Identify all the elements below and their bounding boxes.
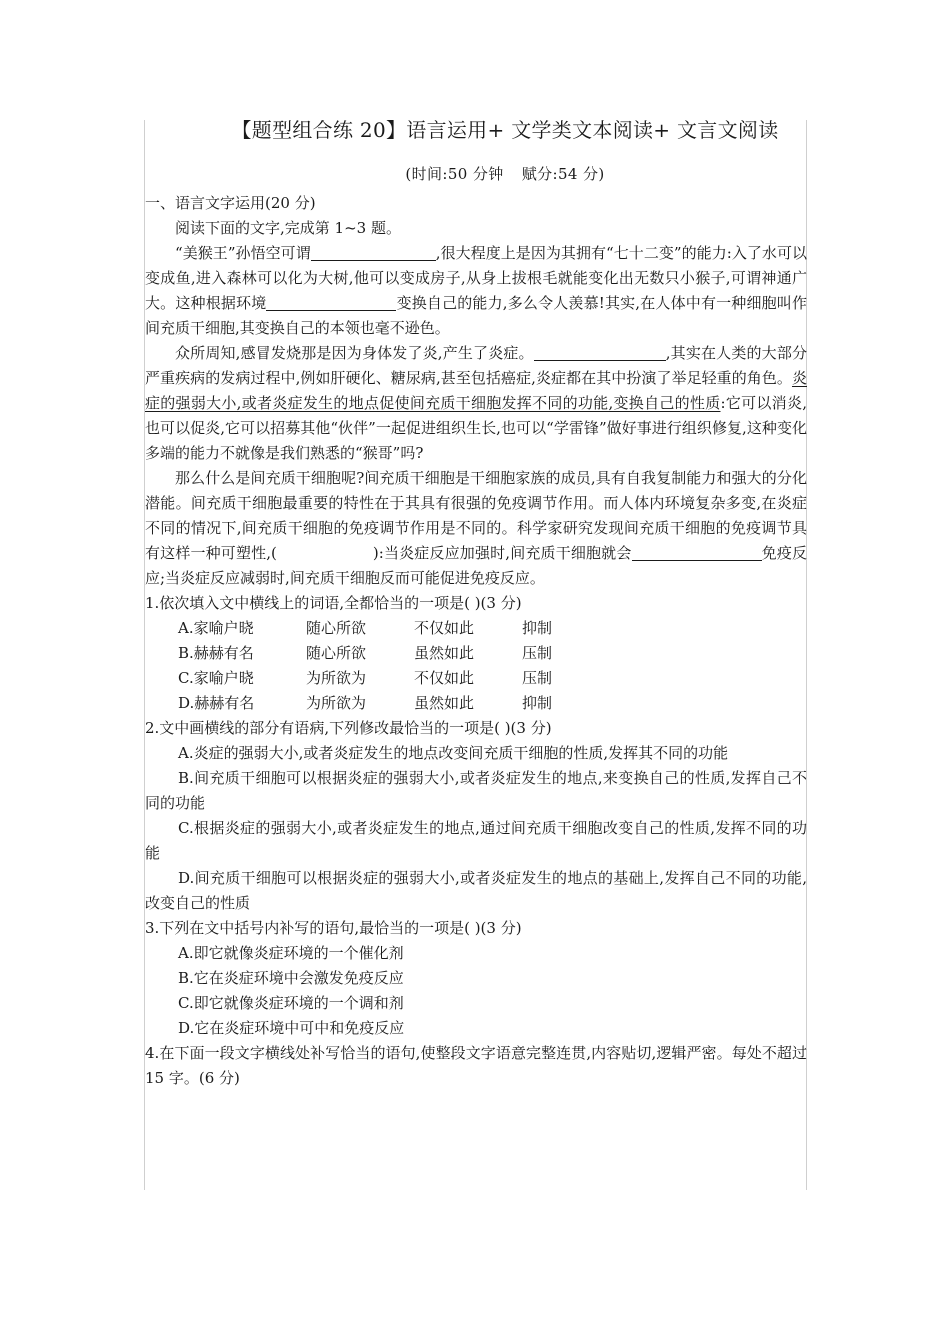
- page-title: 【题型组合练 20】语言运用+ 文学类文本阅读+ 文言文阅读: [231, 118, 779, 142]
- question-1-option: C.家喻户晓 为所欲为 不仅如此 压制: [178, 669, 553, 687]
- passage-text: ,其实在人类的大部分严重疾病的发病过程中,例如肝硬化、糖尿病,甚至包括癌症,炎症都在其中扮演了举足轻重的角色。: [145, 344, 807, 387]
- question-3-option: C.即它就像炎症环境的一个调和剂: [178, 994, 404, 1012]
- question-2-option: C.根据炎症的强弱大小,或者炎症发生的地点,通过间充质干细胞改变自己的性质,发挥不同的功能: [145, 819, 807, 862]
- fill-blank-1: [311, 243, 436, 261]
- passage-text: 免疫反应;当炎症反应减弱时,间充质干细胞反而可能促进免疫反应。: [145, 544, 807, 587]
- question-1-option: A.家喻户晓 随心所欲 不仅如此 抑制: [178, 619, 553, 637]
- time-limit: (时间:50 分钟: [405, 165, 504, 183]
- question-2-option: A.炎症的强弱大小,或者炎症发生的地点改变间充质干细胞的性质,发挥其不同的功能: [178, 744, 729, 762]
- question-3-option: B.它在炎症环境中会激发免疫反应: [178, 969, 404, 987]
- underlined-sentence: 炎症的强弱大小,或者炎症发生的地点促使间充质干细胞发挥不同的功能,变换自己的性质: [145, 369, 807, 412]
- question-3-option: D.它在炎症环境中可中和免疫反应: [178, 1019, 405, 1037]
- question-1-option: B.赫赫有名 随心所欲 虽然如此 压制: [178, 644, 553, 662]
- question-1-stem: 1.依次填入文中横线上的词语,全都恰当的一项是( )(3 分): [145, 594, 522, 612]
- passage-text: ,很大程度上是因为其拥有“七十二变”的能力:入了水可以变成鱼,进入森林可以化为大树,他可以变成房子,从身上拔根毛就能变化出无数只小猴子,可谓神通广大。这种根据环境: [145, 244, 807, 312]
- question-3-option: A.即它就像炎症环境的一个催化剂: [178, 944, 404, 962]
- question-2-option: D.间充质干细胞可以根据炎症的强弱大小,或者炎症发生的地点的基础上,发挥自己不同的功能,改变自己的性质: [145, 869, 807, 912]
- passage-paragraph-2: [145, 341, 807, 466]
- reading-instruction: 阅读下面的文字,完成第 1~3 题。: [175, 219, 401, 237]
- total-score: 赋分:54 分): [521, 165, 605, 183]
- passage-text: 变换自己的能力,多么令人羡慕!其实,在人体中有一种细胞叫作间充质干细胞,其变换自己的本领也毫不逊色。: [145, 294, 807, 337]
- fill-blank-3: [534, 343, 666, 361]
- passage-text: 众所周知,感冒发烧那是因为身体发了炎,产生了炎症。: [175, 344, 534, 362]
- question-4-stem: 4.在下面一段文字横线处补写恰当的语句,使整段文字语意完整连贯,内容贴切,逻辑严密。每处不超过 15 字。(6 分): [145, 1044, 807, 1087]
- question-2-stem: 2.文中画横线的部分有语病,下列修改最恰当的一项是( )(3 分): [145, 719, 552, 737]
- passage-paragraph-3: [145, 466, 807, 591]
- fill-blank-2: [266, 293, 396, 311]
- passage-text: ):当炎症反应加强时,间充质干细胞就会: [372, 544, 632, 562]
- passage-text: :它可以消炎,也可以促炎,它可以招募其他“伙伴”一起促进组织生长,也可以“学雷锋”做好事进行组织修复,这种变化多端的能力不就像是我们熟悉的“猴哥”吗?: [145, 394, 807, 462]
- passage-text: 那么什么是间充质干细胞呢?间充质干细胞是干细胞家族的成员,具有自我复制能力和强大的分化潜能。间充质干细胞最重要的特性在于其具有很强的免疫调节作用。而人体内环境复杂多变,在炎症不同的情况下,间充质干细胞的免疫调节作用是不同的。科学家研究发现间充质干细胞的免疫调节具有这样一种可塑性,(: [145, 469, 807, 562]
- question-3-stem: 3.下列在文中括号内补写的语句,最恰当的一项是( )(3 分): [145, 919, 522, 937]
- passage-paragraph-1: [145, 241, 807, 341]
- document-page: [145, 112, 807, 1091]
- section-heading: 一、语言文字运用(20 分): [145, 194, 316, 212]
- question-2-option: B.间充质干细胞可以根据炎症的强弱大小,或者炎症发生的地点,来变换自己的性质,发挥自己不同的功能: [145, 769, 807, 812]
- passage-text: “美猴王”孙悟空可谓: [175, 244, 311, 262]
- question-1-option: D.赫赫有名 为所欲为 虽然如此 抑制: [178, 694, 553, 712]
- fill-blank-4: [632, 543, 762, 561]
- exam-info: [145, 162, 807, 187]
